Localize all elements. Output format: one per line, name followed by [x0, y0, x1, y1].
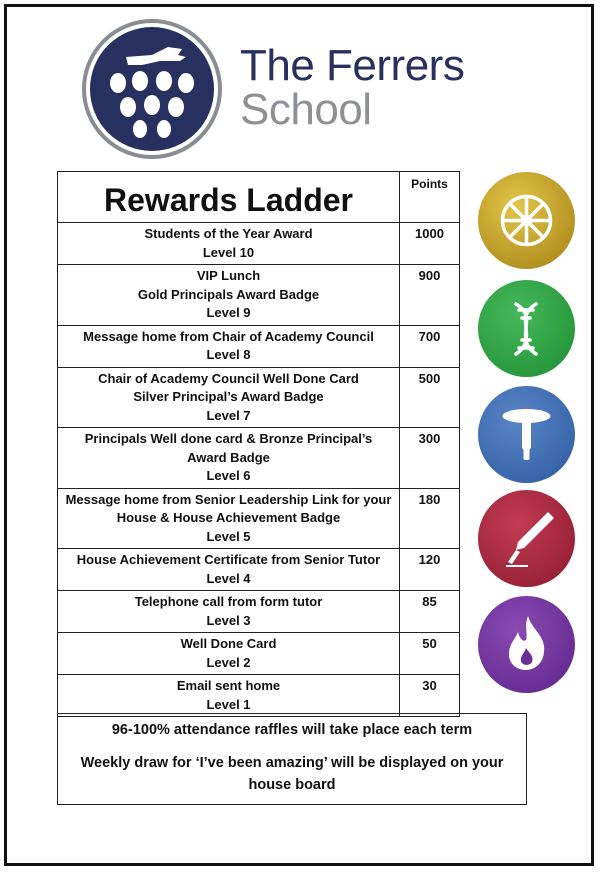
school-name — [240, 41, 465, 134]
reward-line: House Achievement Certificate from Senior Tutor — [76, 552, 381, 567]
points-cell: 85 — [400, 591, 460, 633]
reward-cell — [58, 428, 400, 489]
weekly-draw-note: Weekly draw for ‘I’ve been amazing’ will be displayed on your house board — [80, 755, 504, 793]
table-row — [58, 428, 460, 489]
table-row — [58, 488, 460, 549]
reward-line: Silver Principal’s Award Badge — [133, 389, 324, 404]
reward-line: Message home from Senior Leadership Link for your — [65, 491, 392, 507]
reward-level: Level 1 — [206, 696, 251, 712]
school-name-line2: School — [240, 85, 372, 134]
reward-level: Level 8 — [206, 347, 251, 362]
reward-line: Principals Well done card & Bronze Principal’s — [84, 431, 373, 446]
pen-badge — [478, 490, 575, 587]
reward-level: Level 3 — [206, 612, 251, 628]
table-header-row — [58, 172, 460, 223]
reward-line: House & House Achievement Badge — [116, 510, 341, 525]
reward-cell — [58, 223, 400, 265]
points-cell: 500 — [400, 367, 460, 428]
wheel-icon — [478, 172, 575, 269]
table-row — [58, 265, 460, 326]
spindle-icon — [478, 386, 575, 483]
dna-icon — [478, 280, 575, 377]
reward-line: Email sent home — [176, 678, 281, 693]
table-row — [58, 633, 460, 675]
reward-level: Level 4 — [206, 570, 251, 586]
table-row — [58, 675, 460, 717]
table-row — [58, 223, 460, 265]
reward-line: Gold Principals Award Badge — [137, 286, 320, 302]
reward-cell — [58, 675, 400, 717]
flame-badge — [478, 596, 575, 693]
table-row — [58, 549, 460, 591]
reward-cell — [58, 367, 400, 428]
reward-level: Level 2 — [206, 654, 251, 670]
points-cell: 900 — [400, 265, 460, 326]
table-row — [58, 591, 460, 633]
points-cell: 180 — [400, 488, 460, 549]
spindle-badge — [478, 386, 575, 483]
points-cell: 50 — [400, 633, 460, 675]
flame-icon — [478, 596, 575, 693]
school-name-line1: The Ferrers — [240, 41, 465, 90]
reward-line: Students of the Year Award — [144, 226, 313, 241]
reward-level: Level 6 — [206, 468, 251, 483]
reward-level: Level 5 — [206, 528, 251, 544]
attendance-notes — [57, 713, 527, 805]
reward-line: Telephone call from form tutor — [134, 594, 323, 609]
reward-level: Level 7 — [206, 407, 251, 423]
points-cell: 700 — [400, 325, 460, 367]
reward-line: Award Badge — [187, 449, 270, 465]
reward-cell — [58, 633, 400, 675]
ladder-title: Rewards Ladder — [58, 172, 400, 223]
reward-cell — [58, 488, 400, 549]
reward-line: VIP Lunch — [196, 268, 261, 283]
dna-badge — [478, 280, 575, 377]
reward-level: Level 9 — [206, 305, 251, 320]
table-row — [58, 325, 460, 367]
reward-cell — [58, 265, 400, 326]
raffle-note: 96-100% attendance raffles will take place each term — [111, 722, 473, 738]
reward-cell — [58, 549, 400, 591]
school-logo — [82, 19, 222, 159]
points-cell: 1000 — [400, 223, 460, 265]
reward-cell — [58, 325, 400, 367]
pen-icon — [478, 490, 575, 587]
reward-line: Message home from Chair of Academy Council — [83, 328, 374, 344]
points-cell: 30 — [400, 675, 460, 717]
reward-level: Level 10 — [202, 244, 255, 260]
rewards-ladder-table — [57, 171, 460, 717]
reward-cell — [58, 591, 400, 633]
wheel-badge — [478, 172, 575, 269]
reward-line: Chair of Academy Council Well Done Card — [98, 370, 359, 386]
points-cell: 300 — [400, 428, 460, 489]
reward-line: Well Done Card — [180, 636, 277, 651]
table-row — [58, 367, 460, 428]
points-cell: 120 — [400, 549, 460, 591]
points-header: Points — [400, 172, 460, 223]
